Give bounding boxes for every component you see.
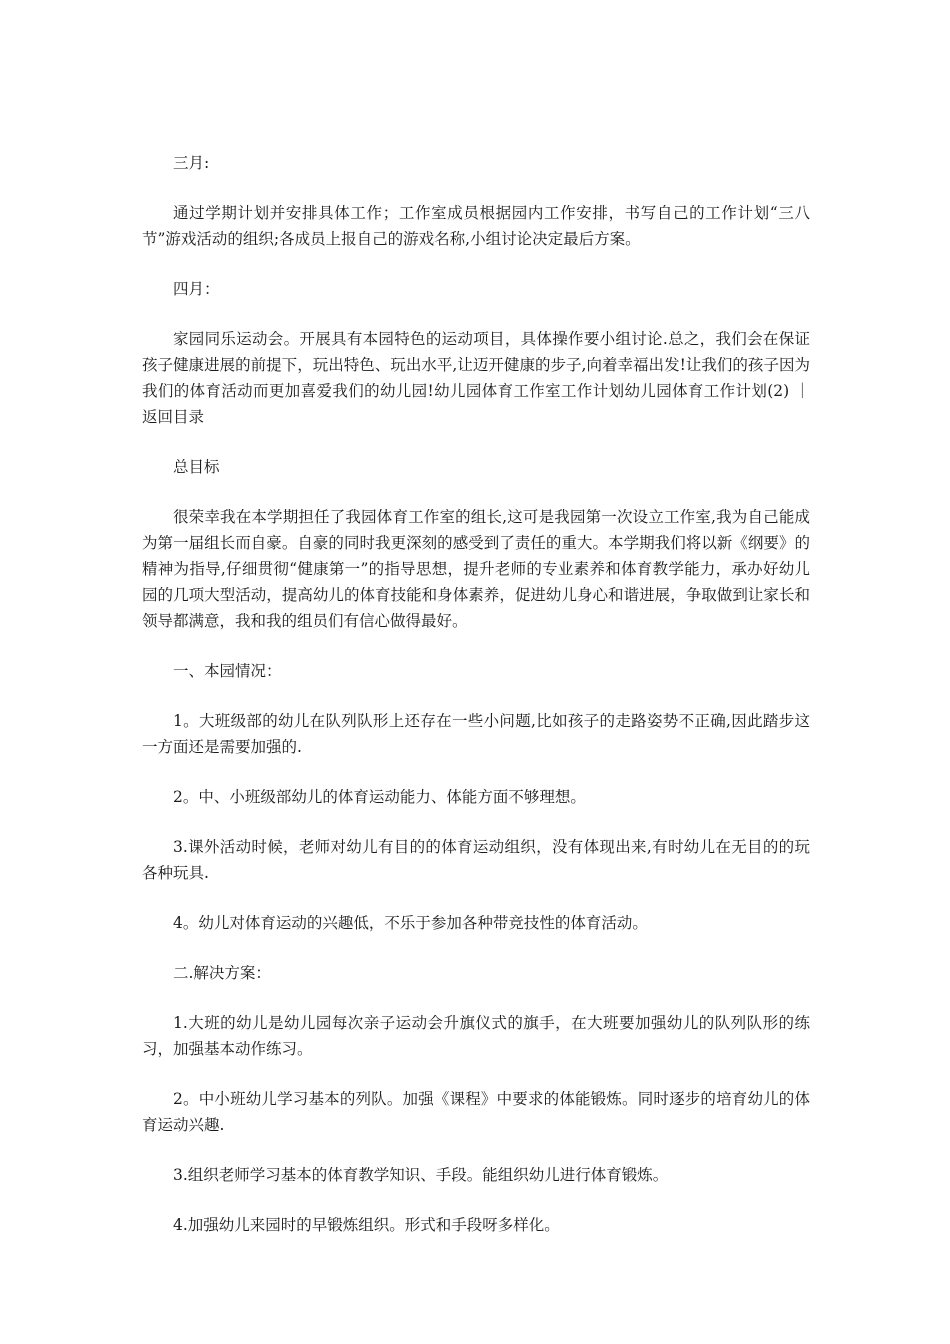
- list-item-solution-3: 3.组织老师学习基本的体育教学知识、手段。能组织幼儿进行体育锻炼。: [173, 1166, 669, 1184]
- section-heading-situation: 一、本园情况：: [173, 662, 282, 680]
- list-item-solution-2: 2。中小班幼儿学习基本的列队。加强《课程》中要求的体能锻炼。同时逐步的培育幼儿的体育运动兴趣.: [142, 1090, 810, 1134]
- list-item-situation-2: 2。中、小班级部幼儿的体育运动能力、体能方面不够理想。: [173, 788, 586, 806]
- list-item-solution-4: 4.加强幼儿来园时的早锻炼组织。形式和手段呀多样化。: [173, 1216, 560, 1234]
- list-item-situation-3: 3.课外活动时候，老师对幼儿有目的的体育运动组织，没有体现出来,有时幼儿在无目的的玩各种玩具.: [142, 838, 810, 882]
- paragraph-march-plan: 通过学期计划并安排具体工作；工作室成员根据园内工作安排，书写自己的工作计划“三八节”游戏活动的组织;各成员上报自己的游戏名称,小组讨论决定最后方案。: [142, 204, 810, 248]
- document-body: [142, 150, 810, 1262]
- month-heading-april: 四月：: [173, 280, 220, 298]
- paragraph-april-plan: 家园同乐运动会。开展具有本园特色的运动项目，具体操作要小组讨论.总之，我们会在保证孩子健康进展的前提下，玩出特色、玩出水平,让迈开健康的步子,向着幸福出发!让我们的孩子因为我们的体育活动而更加喜爱我们的幼儿园!幼儿园体育工作室工作计划幼儿园体育工作计划(2) ｜ 返回目录: [142, 330, 810, 426]
- section-heading-goal: 总目标: [173, 458, 220, 476]
- list-item-solution-1: 1.大班的幼儿是幼儿园每次亲子运动会升旗仪式的旗手，在大班要加强幼儿的队列队形的练习，加强基本动作练习。: [142, 1014, 810, 1058]
- section-heading-solutions: 二.解决方案：: [173, 964, 271, 982]
- list-item-situation-1: 1。大班级部的幼儿在队列队形上还存在一些小问题,比如孩子的走路姿势不正确,因此踏步这一方面还是需要加强的.: [142, 712, 810, 756]
- month-heading-march: 三月:: [173, 154, 210, 172]
- paragraph-goal: 很荣幸我在本学期担任了我园体育工作室的组长,这可是我园第一次设立工作室,我为自己能成为第一届组长而自豪。自豪的同时我更深刻的感受到了责任的重大。本学期我们将以新《纲要》的精神为指导,仔细贯彻“健康第一”的指导思想，提升老师的专业素养和体育教学能力，承办好幼儿园的几项大型活动，提高幼儿的体育技能和身体素养，促进幼儿身心和谐进展，争取做到让家长和领导都满意，我和我的组员们有信心做得最好。: [142, 508, 810, 630]
- list-item-situation-4: 4。幼儿对体育运动的兴趣低，不乐于参加各种带竞技性的体育活动。: [173, 914, 648, 932]
